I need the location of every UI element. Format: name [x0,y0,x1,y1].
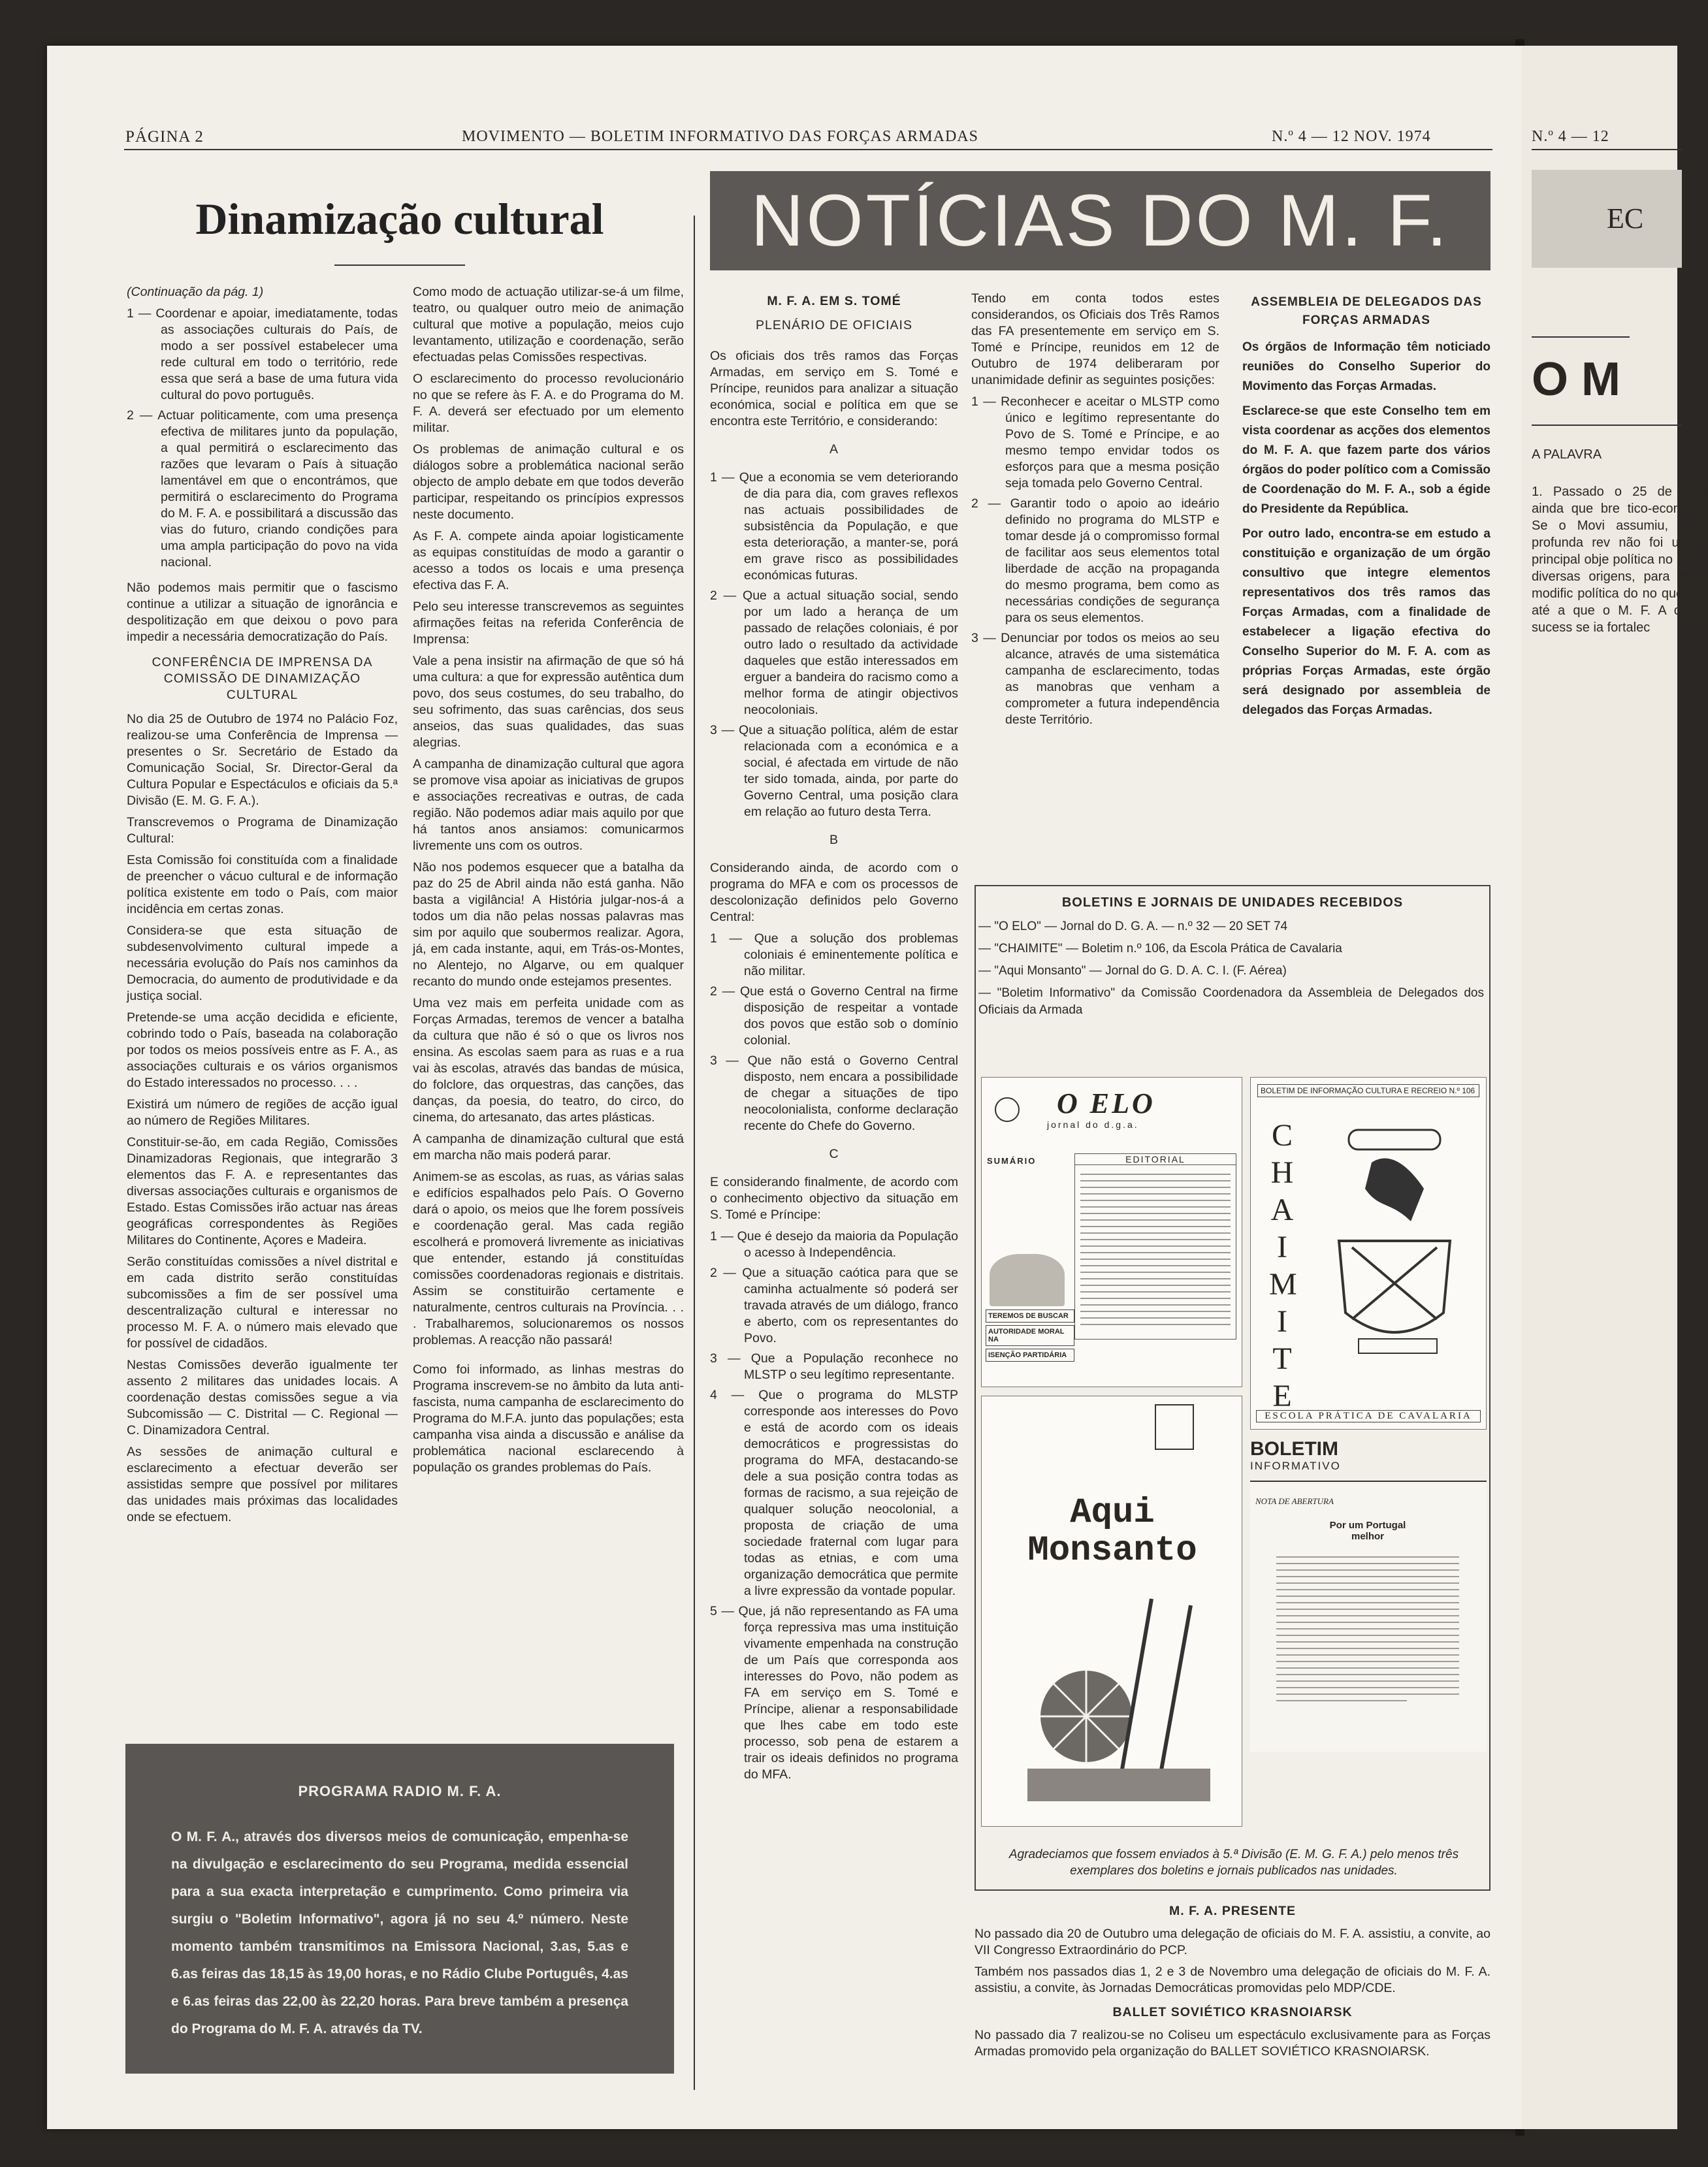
bulletins-caption: Agradeciamos que fossem enviados à 5.ª Divisão (E. M. G. F. A.) pelo menos três exemplares dos boletins e jornais publicados nas unidades. [1008,1848,1459,1878]
title-underline [334,265,465,266]
list-item: 1 — Reconhecer e aceitar o MLSTP como único e legítimo representante do Povo de S. Tomé e Príncipe, e ao mesmo tempo envidar todos os esforços para que a mesma posição seja tomada pelo Governo Central. [971,394,1219,490]
paragraph: Existirá um número de regiões de acção igual ao número de Regiões Militares. [127,1097,398,1128]
next-rule [1532,336,1630,338]
next-text: 1. Passado o 25 de Abril ainda que bre tico-económic Se o Movi assumiu, no i profunda rev não foi um si principal obje política no P por diversas origens, para mera modific política do no quentes até a que o M. F. A crises sucess se ia fortalec [1532,485,1708,635]
section-heading: BALLET SOVIÉTICO KRASNOIARSK [1112,2005,1353,2019]
paragraph: Não podemos mais permitir que o fascismo continue a utilizar a situação de ignorância e despolitização em que deixou o povo para impedir a necessária democratização do País. [127,581,398,644]
radio-title: PROGRAMA RADIO M. F. A. [298,1783,502,1799]
editorial-text-lines [1075,1165,1236,1336]
oelo-tag: ISENÇÃO PARTIDÁRIA [986,1349,1074,1362]
oelo-tags [986,1309,1074,1362]
paragraph: As F. A. compete ainda apoiar logisticamente as equipas constituídas de modo a garantir o acesso a todos os locais e uma presença efectiva das F. A. [413,529,684,592]
right-column-3 [1242,291,1490,726]
section-heading: M. F. A. EM S. TOMÉ [767,294,901,308]
paragraph: Pelo seu interesse transcrevemos as seguintes afirmações feitas na referida Conferência de Imprensa: [413,600,684,647]
chaimite-footer: ESCOLA PRÁTICA DE CAVALARIA [1256,1410,1481,1422]
article-title: Dinamização cultural [195,194,604,244]
paragraph: Nestas Comissões deverão igualmente ter assento 2 militares das unidades locais. A coordenação destas comissões segue a via Subcomissão — C. Distrital — C. Regional — C. Dinamizadora Central. [127,1358,398,1437]
radio-text: O M. F. A., através dos diversos meios de comunicação, empenha-se na divulgação e esclarecimento do seu Programa, medida essencial para a sua exacta interpretação e cumprimento. Como primeira via surgiu o "Boletim Informativo", agora já no seu 4.º número. Neste momento também transmitimos na Emissora Nacional, 3.as, 5.as e 6.as feiras das 18,15 às 19,00 horas, e no Rádio Clube Português, 4.as e 6.as feiras das 22,00 às 22,20 horas. Para breve também a presença do Programa do M. F. A. através da TV. [171,1829,628,2036]
list-item: 1 — Coordenar e apoiar, imediatamente, todas as associações culturais do País, de modo a ser possível estabelecer uma rede cultural em todo o território, rede essa que será a base de uma futura vida cultural do povo português. [127,306,398,402]
paragraph: Pretende-se uma acção decidida e eficiente, cobrindo todo o País, baseada na colaboração por todos os meios possíveis entre as F. A., as associações culturais e os vários organismos do Estado interessados no processo. . . . [127,1010,398,1090]
masthead: NOTÍCIAS DO M. F. A. [710,171,1490,270]
chaimite-image [1250,1077,1487,1430]
list-item: 2 — Que a actual situação social, sendo por um lado a herança de um passado de relações coloniais, é por outro lado o resultado da actividade daqueles que estão interessados em erguer a bandeira do racismo como a melhor forma de atingir objectivos neocoloniais. [710,588,958,717]
list-item: 3 — Denunciar por todos os meios ao seu alcance, através de uma sistemática campanha de esclarecimento, todas as manobras que venham a comprometer a futura independência deste Território. [971,631,1219,727]
list-item: 3 — Que a População reconhece no MLSTP o seu legítimo representante. [710,1351,958,1382]
continuation-note: (Continuação da pág. 1) [127,285,264,299]
issue-date: N.º 4 — 12 NOV. 1974 [1272,128,1431,145]
chaimite-vertical-title: CHAIMITE [1269,1118,1297,1413]
list-item: 2 — Que a situação caótica para que se caminha actualmente só poderá ser travada através de um diálogo, franco e aberto, com os representantes do Povo. [710,1266,958,1345]
next-page-fragment [1522,46,1708,2129]
list-a [710,470,958,820]
paragraph: A campanha de dinamização cultural que agora se promove visa apoiar as iniciativas de grupos e associações recreativas e outras, de cada região. Não podemos adiar mais aquilo por que há tantos anos ansiamos: comunicarmos livremente uns com os outros. [413,757,684,853]
aqui-monsanto-image [981,1396,1242,1827]
paragraph: Também nos passados dias 1, 2 e 3 de Novembro uma delegação de oficiais do M. F. A. assistiu, a convite, às Jornadas Democráticas promovidas pelo MDP/CDE. [975,1965,1490,1995]
boletim-text-lines [1276,1554,1459,1737]
paragraph: Animem-se as escolas, as ruas, as várias salas e edifícios espalhados pelo País. O Governo dará o apoio, os meios que lhe forem possíveis e coordenação geral. Mas cada região escolherá e promoverá livremente as iniciativas que entender, estando já constituídas comissões coordenadoras regionais e distritais. Assim se constituirão certamente e naturalmente, centros culturais na Província. . . . Trabalharemos, solucionaremos os nossos problemas. A reacção não passará! [413,1170,684,1347]
paragraph: Os órgãos de Informação têm noticiado reuniões do Conselho Superior do Movimento das Forças Armadas. [1242,340,1490,393]
paragraph: Como modo de actuação utilizar-se-á um filme, teatro, ou qualquer outro meio de animação cultural que motive a população, meios cujo levantamento, utilização e coordenação, serão efectuadas pelas Comissões respectivas. [413,285,684,364]
o-elo-logo: O ELO [1057,1087,1155,1119]
boletim-article-title: Por um Portugal melhor [1329,1520,1406,1542]
subheading: CONFERÊNCIA DE IMPRENSA DA COMISSÃO DE DINAMIZAÇÃO CULTURAL [152,655,373,702]
bulletins-list [976,918,1489,1019]
paragraph: Por outro lado, encontra-se em estudo a constituição e organização de um órgão consultivo que integre elementos representativos dos três ramos das Forças Armadas, com a finalidade de estabelecer a ligação efectiva do Conselho Superior do M. F. A. com as próprias Forças Armadas, este órgão será designado por assembleia de delegados das Forças Armadas. [1242,527,1490,717]
paragraph: Como foi informado, as linhas mestras do Programa inscrevem-se no âmbito da luta anti-fascista, numa campanha de esclarecimento do Programa do M.F.A. junto das populações; esta campanha visa ainda a discussão e análise da problemática nacional esclarecendo à população os grandes problemas do País. [413,1362,684,1475]
paragraph: As sessões de animação cultural e esclarecimento a efectuar deverão ser assistidas sempre que possível por militares das unidades mais próximas das localidades onde se efectuem. [127,1445,398,1524]
bulletins-title: BOLETINS E JORNAIS DE UNIDADES RECEBIDOS [1061,895,1404,910]
list-item: 4 — Que o programa do MLSTP corresponde aos interesses do Povo e está de acordo com os ideais democráticos e progressistas do programa do MFA, destacando-se dele a sua posição contra todas as formas de racismo, a sua rejeição de qualquer solução neocolonial, a proposta de criação de uma sociedade fraternal com lugar para todas as etnias, e com uma organização democrática que permite a livre expressão da vontade popular. [710,1388,958,1598]
letter-heading: B [829,833,839,847]
paragraph: No dia 25 de Outubro de 1974 no Palácio Foz, realizou-se uma Conferência de Imprensa — presentes o Sr. Secretário de Estado da Comunicação Social, Sr. Director-Geral da Cultura Popular e Espectáculos e oficiais da 5.ª Divisão (E. M. G. F. A.). [127,712,398,808]
paragraph: Os oficiais dos três ramos das Forças Armadas, em serviço em S. Tomé e Príncipe, reunidos para analizar a situação económica, social e política em que se encontra este Território, e considerando: [710,349,958,428]
crest-icon [1155,1404,1194,1450]
boletim-title: BOLETIM [1250,1438,1338,1460]
list-item: 1 — Que a solução dos problemas coloniais é eminentemente política e não militar. [710,931,958,978]
radar-dome-icon [1027,1592,1210,1808]
paragraph: Não nos podemos esquecer que a batalha da paz do 25 de Abril ainda não está ganha. Não basta a vigilância! A História julgar-nos-á a todos um dia não pelas nossas palavras mas sim por aquilo que soubermos realizar. Agora, já, em cada instante, aqui, em Trás-os-Montes, no Alentejo, no Algarve, ou em qualquer recanto do mundo onde estejamos presentes. [413,860,684,989]
letter-heading: C [829,1147,839,1161]
list-item: 2 — Actuar politicamente, com uma presença efectiva de militares junto da população, a qual permitirá o esclarecimento das razões que levaram o País à situação lamentável em que o encontrámos, que permitirá o esclarecimento do Programa do M. F. A. e possibilitará a discussão das vias do futuro, criando condições para uma ampla participação do povo na vida nacional. [127,408,398,570]
section-subheading: PLENÁRIO DE OFICIAIS [756,318,912,332]
paragraph: No passado dia 20 de Outubro uma delegação de oficiais do M. F. A. assistiu, a convite, ao VII Congresso Extraordinário do PCP. [975,1927,1490,1957]
paragraph: E considerando finalmente, de acordo com o conhecimento objectivo da situação em S. Tomé e Príncipe: [710,1175,958,1222]
right-column-1 [710,291,958,1787]
left-column-1 [127,284,398,1531]
chaimite-header: BOLETIM DE INFORMAÇÃO CULTURA E RECREIO N.º 106 [1257,1084,1479,1097]
next-title: O M [1532,353,1620,406]
bulletin-item: — "Aqui Monsanto" — Jornal do G. D. A. C. I. (F. Aérea) [978,964,1287,978]
bulletin-item: — "CHAIMITE" — Boletim n.º 106, da Escola Prática de Cavalaria [978,942,1342,955]
monsanto-logo: Aqui Monsanto [1027,1493,1197,1571]
editorial-heading: EDITORIAL [1075,1154,1236,1165]
bulletin-item: — "O ELO" — Jornal do D. G. A. — n.º 32 — 20 SET 74 [978,920,1288,933]
section-heading: ASSEMBLEIA DE DELEGADOS DAS FORÇAS ARMADAS [1251,295,1482,327]
next-header-rule [1532,149,1682,150]
paragraph: Serão constituídas comissões a nível distrital e em cada distrito serão constituídas subcomissões a fim de ser possível uma descentralização cultural e interessar no processo M. F. A. o número mais elevado que for possível de cidadãos. [127,1255,398,1351]
paragraph: Tendo em conta todos estes considerandos, os Oficiais dos Três Ramos das FA presentemente em serviço em S. Tomé e Príncipe, reunidos em 12 de Outubro de 1974 deliberaram por unanimidade definir as seguintes posições: [971,291,1219,387]
list-item: 3 — Que não está o Governo Central disposto, nem encara a possibilidade de chegar a situações de tipo neocolonialista, conforme declaração recente do Chefe do Governo. [710,1053,958,1133]
paragraph: Uma vez mais em perfeita unidade com as Forças Armadas, teremos de vencer a batalha da cultura que não é só o que os livros nos ensina. As escolas saem para as ruas e a rua vai às escolas, através das bandas de música, do folclore, das orquestras, das canções, das danças, da poesia, do teatro, do circo, do cinema, do artesanato, das artes plásticas. [413,996,684,1125]
boletim-page-image [1250,1481,1487,1752]
newspaper-page [47,46,1522,2129]
paragraph: Considerando ainda, de acordo com o programa do MFA e com os processos de descolonização definidos pelo Governo Central: [710,861,958,924]
page-label: PÁGINA 2 [125,128,204,146]
oelo-tag: TEREMOS DE BUSCAR [986,1309,1074,1323]
boletim-rule [1250,1481,1487,1482]
header-rule [124,149,1492,150]
list-item: 5 — Que, já não representando as FA uma força repressiva mas uma instituição vivamente empenhada na construção de um País que corresponda aos interesses do Povo, não podem as FA em serviço em S. Tomé e Príncipe, alienar a responsabilidade que lhes cabe em todo este processo, sob pena de estarem a trair os ideais definidos no programa do MFA. [710,1604,958,1782]
paragraph: Constituir-se-ão, em cada Região, Comissões Dinamizadoras Regionais, que integrarão 3 elementos das F. A. e representantes das diversas associações culturais e organismos de Estado. Estas Comissões irão actuar nas áreas geográficas correspondentes às Regiões Militares do Continente, Açores e Madeira. [127,1135,398,1247]
oelo-tag: AUTORIDADE MORAL NA [986,1325,1074,1346]
letter-heading: A [829,442,839,457]
next-page-issue: N.º 4 — 12 [1532,128,1609,145]
paragraph: O esclarecimento do processo revolucionário no que se refere às F. A. e do Programa do M. F. A. deverá ser efectuado por um elemento militar. [413,372,684,435]
next-heading-box: EC [1532,170,1682,268]
paragraph: No passado dia 7 realizou-se no Coliseu um espectáculo exclusivamente para as Forças Armadas promovido pela organização do BALLET SOVIÉTICO KRASNOIARSK. [975,2028,1490,2059]
list-item: 1 — Que a economia se vem deteriorando de dia para dia, com graves reflexos nas actuais possibilidades de subsistência da População, e que esta deterioração, a manter-se, porá em grave risco as possibilidades económicas futuras. [710,470,958,583]
list-item: 2 — Que está o Governo Central na firme disposição de respeitar a vontade dos povos que estão sob o domínio colonial. [710,984,958,1048]
list-item: 1 — Que é desejo da maioria da População o acesso à Independência. [710,1229,958,1260]
paragraph: Transcrevemos o Programa de Dinamização Cultural: [127,815,398,846]
o-elo-sub: jornal do d.g.a. [1047,1119,1139,1130]
next-rule [1532,425,1682,426]
left-column-2 [413,284,684,1481]
bulletins-box [975,885,1490,1891]
cavalry-crest-icon [1313,1123,1476,1372]
bulletin-item: — "Boletim Informativo" da Comissão Coordenadora da Assembleia de Delegados dos Oficiais da Armada [978,986,1484,1017]
paragraph: Considera-se que esta situação de subdesenvolvimento cultural impede a necessária evolução do País nos caminhos da Democracia, do aumento de produtividade e da justiça social. [127,923,398,1003]
list-item: 3 — Que a situação política, além de estar relacionada com a económica e a social, é afectada em virtude de não ter sido tomada, ainda, por parte do Governo Central, uma posição clara em relação ao futuro desta Terra. [710,723,958,819]
crest-icon [995,1097,1020,1122]
column-divider [694,216,695,2090]
paragraph: Vale a pena insistir na afirmação de que só há uma cultura: a que for expressão autêntica dum povo, dos seus costumes, do seu trabalho, do seu sofrimento, das suas carências, dos seus anseios, das suas qualidades, das suas alegrias. [413,654,684,750]
mfa-presente-section [975,1901,1490,2065]
list-item: 2 — Garantir todo o apoio ao ideário definido no programa do MLSTP e tomar desde já o compromisso formal de facilitar aos seus elementos total liberdade de acção na propaganda do mesmo programa, bem como as necessárias condições de segurança para os seus elementos. [971,496,1219,625]
paragraph: Os problemas de animação cultural e os diálogos sobre a problemática nacional serão objecto de amplo debate em que todos deverão participar, respeitando os princípios expressos neste documento. [413,442,684,522]
list-c [710,1228,958,1783]
right-column-2 [971,291,1219,732]
list-b [710,931,958,1134]
radio-program-box [125,1744,674,2074]
editorial-box [1074,1153,1236,1340]
o-elo-image [981,1077,1242,1387]
summary-heading: SUMÁRIO [987,1156,1037,1166]
paragraph: Esclarece-se que este Conselho tem em vista coordenar as acções dos elementos do M. F. A. que fazem parte dos vários órgãos do poder político com a Comissão de Coordenação do M. F. A., sob a égide do Presidente da República. [1242,404,1490,516]
soldier-photo [990,1254,1065,1306]
paragraph: A campanha de dinamização cultural que está em marcha não mais poderá parar. [413,1132,684,1163]
paragraph: Esta Comissão foi constituída com a finalidade de preencher o vácuo cultural e de informação política existente em todo o País, com maior incidência em certas zonas. [127,853,398,916]
boletim-section: NOTA DE ABERTURA [1255,1496,1334,1506]
next-section-label: A PALAVRA [1532,447,1602,462]
boletim-subtitle: INFORMATIVO [1250,1460,1341,1472]
section-heading: M. F. A. PRESENTE [1169,1904,1296,1918]
publication-title: MOVIMENTO — BOLETIM INFORMATIVO DAS FORÇAS ARMADAS [462,128,978,145]
